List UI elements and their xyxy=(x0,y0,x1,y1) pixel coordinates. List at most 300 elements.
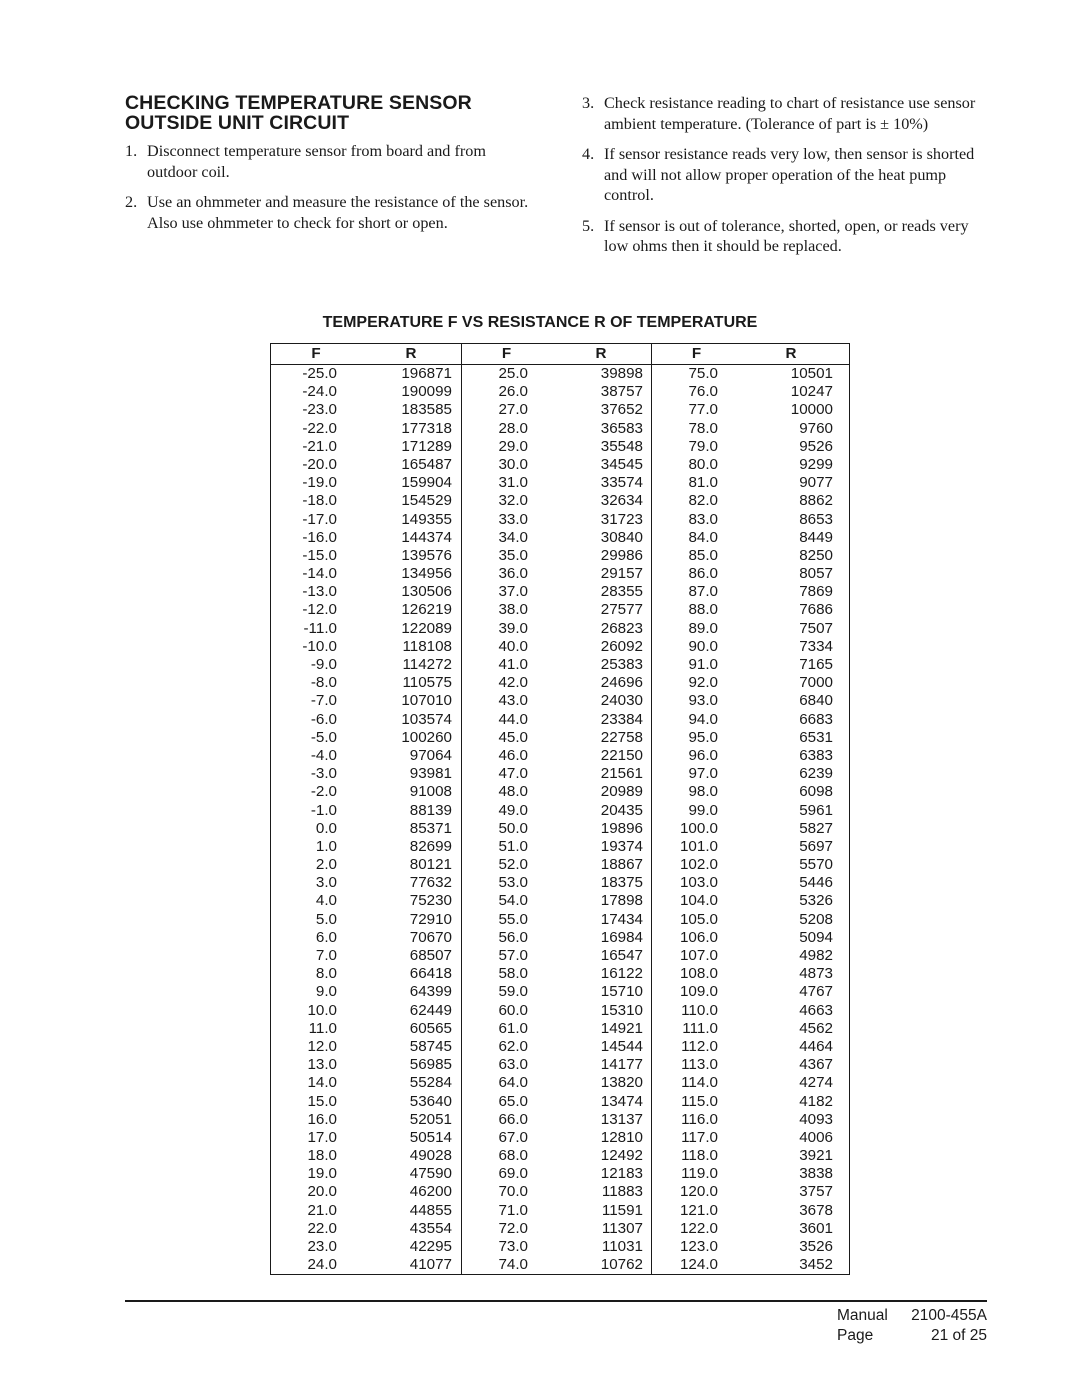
table-row xyxy=(462,1093,651,1111)
temperature-cell: 64.0 xyxy=(498,1074,528,1092)
temperature-cell: 68.0 xyxy=(498,1147,528,1165)
resistance-cell: 47590 xyxy=(409,1165,452,1183)
table-column-group xyxy=(271,365,461,1274)
temperature-cell: 58.0 xyxy=(498,965,528,983)
resistance-cell: 12183 xyxy=(600,1165,643,1183)
temperature-cell: 70.0 xyxy=(498,1183,528,1201)
resistance-cell: 139576 xyxy=(401,546,452,564)
temperature-cell: 53.0 xyxy=(498,874,528,892)
resistance-cell: 10762 xyxy=(600,1256,643,1274)
resistance-cell: 134956 xyxy=(401,565,452,583)
temperature-cell: 85.0 xyxy=(688,546,718,564)
table-row xyxy=(652,1147,841,1165)
table-row xyxy=(462,820,651,838)
resistance-cell: 3526 xyxy=(799,1238,833,1255)
temperature-cell: 69.0 xyxy=(498,1165,528,1183)
resistance-cell: 36583 xyxy=(600,419,643,437)
temperature-cell: -16.0 xyxy=(302,528,337,546)
temperature-cell: 60.0 xyxy=(498,1001,528,1019)
resistance-cell: 130506 xyxy=(401,583,452,601)
steps-list-left xyxy=(125,141,540,233)
resistance-cell: 4464 xyxy=(799,1037,833,1055)
resistance-cell: 110575 xyxy=(402,674,452,692)
temperature-cell: 52.0 xyxy=(498,856,528,874)
resistance-cell: 165487 xyxy=(401,455,452,473)
table-row xyxy=(652,601,841,619)
resistance-cell: 4562 xyxy=(799,1019,833,1037)
temperature-cell: 44.0 xyxy=(498,710,528,728)
step-item xyxy=(582,144,977,206)
temperature-cell: 117.0 xyxy=(681,1128,718,1146)
temperature-cell: 16.0 xyxy=(307,1110,337,1128)
footer-divider xyxy=(125,1300,987,1302)
resistance-table xyxy=(270,343,850,1275)
temperature-cell: 81.0 xyxy=(688,474,718,492)
table-row xyxy=(652,1238,841,1256)
temperature-cell: 15.0 xyxy=(307,1092,337,1110)
resistance-cell: 149355 xyxy=(401,510,452,528)
table-row xyxy=(271,420,461,438)
resistance-cell: 62449 xyxy=(409,1001,452,1019)
temperature-cell: 31.0 xyxy=(498,474,528,492)
temperature-cell: 19.0 xyxy=(307,1165,337,1183)
temperature-cell: 62.0 xyxy=(498,1037,528,1055)
step-item xyxy=(125,192,540,233)
resistance-cell: 6683 xyxy=(799,710,833,728)
resistance-cell: 183585 xyxy=(401,401,452,419)
table-row xyxy=(462,1147,651,1165)
temperature-cell: 94.0 xyxy=(688,710,718,728)
temperature-cell: 124.0 xyxy=(679,1256,718,1274)
table-row xyxy=(271,911,461,929)
resistance-cell: 14177 xyxy=(600,1056,643,1074)
table-row xyxy=(652,838,841,856)
table-row xyxy=(652,474,841,492)
table-row xyxy=(271,474,461,492)
steps-list-right xyxy=(582,93,977,257)
temperature-cell: 54.0 xyxy=(498,892,528,910)
header-r: R xyxy=(595,345,607,362)
header-f: F xyxy=(311,345,321,362)
step-text: If sensor is out of tolerance, shorted, open, or reads very low ohms then it should be replaced. xyxy=(604,216,969,255)
temperature-cell: 37.0 xyxy=(498,583,528,601)
table-row xyxy=(271,674,461,692)
resistance-cell: 13137 xyxy=(600,1110,643,1128)
resistance-cell: 8250 xyxy=(799,546,833,564)
resistance-cell: 46200 xyxy=(409,1183,452,1201)
resistance-cell: 35548 xyxy=(600,437,643,455)
resistance-cell: 103574 xyxy=(401,710,452,728)
table-row xyxy=(462,438,651,456)
resistance-cell: 5326 xyxy=(799,892,833,910)
table-row xyxy=(271,1238,461,1256)
table-row xyxy=(652,1129,841,1147)
table-row xyxy=(271,729,461,747)
resistance-cell: 15710 xyxy=(600,983,643,1001)
temperature-cell: 110.0 xyxy=(681,1001,718,1019)
temperature-cell: 22.0 xyxy=(307,1219,337,1237)
table-row xyxy=(652,383,841,401)
temperature-cell: 80.0 xyxy=(688,455,718,473)
table-row xyxy=(652,565,841,583)
resistance-cell: 6239 xyxy=(799,765,833,783)
temperature-cell: 28.0 xyxy=(498,419,528,437)
table-row xyxy=(271,874,461,892)
temperature-cell: 17.0 xyxy=(307,1128,337,1146)
temperature-cell: 88.0 xyxy=(688,601,718,619)
resistance-cell: 5570 xyxy=(799,856,833,874)
resistance-cell: 9077 xyxy=(799,474,833,492)
resistance-cell: 27577 xyxy=(600,601,643,619)
table-row xyxy=(462,492,651,510)
table-row xyxy=(271,1147,461,1165)
resistance-cell: 13474 xyxy=(600,1092,643,1110)
resistance-cell: 114272 xyxy=(402,656,452,673)
temperature-cell: 113.0 xyxy=(681,1056,718,1074)
step-number: 3. xyxy=(582,94,595,112)
step-number: 1. xyxy=(125,142,138,160)
temperature-cell: 45.0 xyxy=(498,728,528,746)
resistance-cell: 19896 xyxy=(600,819,643,837)
temperature-cell: -10.0 xyxy=(302,637,337,655)
temperature-cell: 20.0 xyxy=(307,1183,337,1201)
resistance-cell: 5827 xyxy=(799,819,833,837)
step-item xyxy=(582,216,977,257)
table-row xyxy=(271,1256,461,1274)
temperature-cell: 2.0 xyxy=(315,856,337,874)
temperature-cell: 35.0 xyxy=(498,546,528,564)
temperature-cell: -17.0 xyxy=(302,510,337,528)
temperature-cell: 121.0 xyxy=(679,1201,718,1219)
resistance-cell: 16122 xyxy=(600,965,643,983)
table-row xyxy=(271,929,461,947)
table-row xyxy=(462,1056,651,1074)
temperature-cell: 50.0 xyxy=(498,819,528,837)
temperature-cell: -9.0 xyxy=(310,656,337,673)
temperature-cell: 108.0 xyxy=(679,965,718,983)
temperature-cell: -8.0 xyxy=(310,674,337,692)
temperature-cell: 78.0 xyxy=(688,419,718,437)
temperature-cell: 122.0 xyxy=(679,1219,718,1237)
resistance-cell: 50514 xyxy=(409,1128,452,1146)
temperature-cell: -21.0 xyxy=(302,437,337,455)
resistance-cell: 28355 xyxy=(600,583,643,601)
temperature-cell: 123.0 xyxy=(679,1238,718,1255)
table-row xyxy=(271,365,461,383)
temperature-cell: 66.0 xyxy=(498,1110,528,1128)
table-row xyxy=(271,547,461,565)
page-label: Page xyxy=(837,1327,874,1344)
table-row xyxy=(652,1020,841,1038)
resistance-cell: 58745 xyxy=(409,1037,452,1055)
table-row xyxy=(462,511,651,529)
resistance-cell: 14921 xyxy=(600,1019,643,1037)
temperature-cell: 67.0 xyxy=(498,1128,528,1146)
temperature-cell: 102.0 xyxy=(679,856,718,874)
resistance-cell: 7507 xyxy=(799,619,833,637)
table-header-row xyxy=(271,344,849,365)
table-row xyxy=(462,802,651,820)
table-row xyxy=(271,638,461,656)
header-f: F xyxy=(461,344,551,364)
table-row xyxy=(462,892,651,910)
temperature-cell: 41.0 xyxy=(498,656,528,673)
resistance-cell: 4093 xyxy=(799,1110,833,1128)
resistance-cell: 29157 xyxy=(600,565,643,583)
table-row xyxy=(271,856,461,874)
table-row xyxy=(462,456,651,474)
resistance-cell: 3678 xyxy=(799,1201,833,1219)
step-text: Check resistance reading to chart of resistance use sensor ambient temperature. (Tolerance of part is ± 10%) xyxy=(604,94,976,133)
temperature-cell: 33.0 xyxy=(498,510,528,528)
table-row xyxy=(462,674,651,692)
resistance-cell: 3757 xyxy=(799,1183,833,1201)
resistance-cell: 16984 xyxy=(600,928,643,946)
resistance-cell: 126219 xyxy=(401,601,452,619)
resistance-cell: 9299 xyxy=(799,455,833,473)
table-row xyxy=(652,911,841,929)
temperature-cell: 10.0 xyxy=(307,1001,337,1019)
temperature-cell: 12.0 xyxy=(307,1037,337,1055)
resistance-cell: 11883 xyxy=(601,1183,643,1201)
resistance-cell: 22150 xyxy=(600,746,643,764)
table-row xyxy=(652,820,841,838)
table-row xyxy=(462,947,651,965)
resistance-cell: 60565 xyxy=(409,1019,452,1037)
temperature-cell: 83.0 xyxy=(688,510,718,528)
temperature-cell: 7.0 xyxy=(315,947,337,964)
table-row xyxy=(271,583,461,601)
table-row xyxy=(271,601,461,619)
resistance-cell: 20435 xyxy=(600,801,643,819)
temperature-cell: 39.0 xyxy=(498,619,528,637)
table-row xyxy=(462,1020,651,1038)
resistance-cell: 144374 xyxy=(401,528,452,546)
temperature-cell: 0.0 xyxy=(315,819,337,837)
temperature-cell: -4.0 xyxy=(310,746,337,764)
temperature-cell: 82.0 xyxy=(688,492,718,510)
resistance-cell: 15310 xyxy=(600,1001,643,1019)
temperature-cell: -13.0 xyxy=(302,583,337,601)
table-row xyxy=(271,1020,461,1038)
temperature-cell: 98.0 xyxy=(688,783,718,801)
step-text: Use an ohmmeter and measure the resistance of the sensor. Also use ohmmeter to check for short or open. xyxy=(147,193,529,232)
resistance-cell: 8057 xyxy=(799,565,833,583)
temperature-cell: 71.0 xyxy=(498,1201,528,1219)
table-row xyxy=(652,965,841,983)
temperature-cell: 104.0 xyxy=(679,892,718,910)
step-item xyxy=(125,141,540,182)
step-number: 5. xyxy=(582,216,595,235)
table-row xyxy=(462,1129,651,1147)
resistance-cell: 6531 xyxy=(799,728,833,746)
temperature-cell: 25.0 xyxy=(498,365,528,382)
resistance-cell: 13820 xyxy=(600,1074,643,1092)
step-item xyxy=(582,93,977,134)
resistance-cell: 23384 xyxy=(600,710,643,728)
temperature-cell: 6.0 xyxy=(315,928,337,946)
resistance-cell: 4182 xyxy=(799,1092,833,1110)
table-row xyxy=(271,838,461,856)
table-row xyxy=(652,511,841,529)
table-row xyxy=(271,511,461,529)
table-row xyxy=(462,692,651,710)
resistance-cell: 39898 xyxy=(600,365,643,382)
table-row xyxy=(652,674,841,692)
resistance-cell: 3601 xyxy=(799,1219,833,1237)
section-heading xyxy=(125,93,540,133)
table-row xyxy=(271,383,461,401)
temperature-cell: 79.0 xyxy=(688,437,718,455)
temperature-cell: 63.0 xyxy=(498,1056,528,1074)
resistance-cell: 10247 xyxy=(790,383,833,401)
table-row xyxy=(271,1038,461,1056)
resistance-cell: 56985 xyxy=(409,1056,452,1074)
resistance-cell: 19374 xyxy=(600,837,643,855)
temperature-cell: 118.0 xyxy=(681,1147,718,1165)
table-row xyxy=(652,1074,841,1092)
resistance-cell: 5446 xyxy=(799,874,833,892)
temperature-cell: 1.0 xyxy=(315,837,337,855)
table-row xyxy=(462,765,651,783)
table-row xyxy=(652,729,841,747)
resistance-cell: 70670 xyxy=(409,928,452,946)
temperature-cell: 86.0 xyxy=(688,565,718,583)
table-row xyxy=(271,529,461,547)
resistance-cell: 4006 xyxy=(799,1128,833,1146)
temperature-cell: -5.0 xyxy=(310,728,337,746)
table-row xyxy=(462,965,651,983)
resistance-cell: 4982 xyxy=(799,947,833,964)
table-row xyxy=(271,401,461,419)
temperature-cell: 24.0 xyxy=(307,1256,337,1274)
table-row xyxy=(271,1074,461,1092)
temperature-cell: 42.0 xyxy=(498,674,528,692)
temperature-cell: 34.0 xyxy=(498,528,528,546)
resistance-cell: 11031 xyxy=(601,1238,643,1255)
temperature-cell: 116.0 xyxy=(681,1110,718,1128)
resistance-cell: 154529 xyxy=(401,492,452,510)
resistance-cell: 14544 xyxy=(600,1037,643,1055)
temperature-cell: 120.0 xyxy=(679,1183,718,1201)
resistance-cell: 24030 xyxy=(600,692,643,710)
table-row xyxy=(652,492,841,510)
temperature-cell: 75.0 xyxy=(688,365,718,382)
table-row xyxy=(271,892,461,910)
table-row xyxy=(652,1002,841,1020)
resistance-cell: 9760 xyxy=(799,419,833,437)
resistance-cell: 12810 xyxy=(600,1128,643,1146)
table-row xyxy=(271,656,461,674)
table-row xyxy=(652,1056,841,1074)
resistance-cell: 72910 xyxy=(409,910,452,928)
table-row xyxy=(271,456,461,474)
resistance-cell: 6840 xyxy=(799,692,833,710)
temperature-cell: 11.0 xyxy=(308,1019,337,1037)
resistance-cell: 30840 xyxy=(600,528,643,546)
resistance-cell: 33574 xyxy=(600,474,643,492)
table-row xyxy=(462,583,651,601)
step-number: 2. xyxy=(125,193,138,211)
resistance-cell: 4367 xyxy=(799,1056,833,1074)
temperature-cell: 99.0 xyxy=(688,801,718,819)
temperature-cell: -15.0 xyxy=(302,546,337,564)
resistance-cell: 26823 xyxy=(600,619,643,637)
table-row xyxy=(652,856,841,874)
table-row xyxy=(271,565,461,583)
temperature-cell: 9.0 xyxy=(315,983,337,1001)
table-title: TEMPERATURE F VS RESISTANCE R OF TEMPERATURE xyxy=(322,314,758,331)
resistance-cell: 18867 xyxy=(600,856,643,874)
footer-manual-row xyxy=(837,1306,987,1326)
resistance-cell: 7165 xyxy=(799,656,833,673)
table-row xyxy=(462,1202,651,1220)
temperature-cell: 47.0 xyxy=(498,765,528,783)
temperature-cell: 61.0 xyxy=(498,1019,528,1037)
temperature-cell: 13.0 xyxy=(307,1056,337,1074)
table-row xyxy=(652,983,841,1001)
resistance-cell: 190099 xyxy=(401,383,452,401)
resistance-cell: 196871 xyxy=(401,365,452,382)
table-row xyxy=(271,1129,461,1147)
temperature-cell: -1.0 xyxy=(310,801,337,819)
temperature-cell: 119.0 xyxy=(681,1165,718,1183)
temperature-cell: 21.0 xyxy=(307,1201,337,1219)
temperature-cell: 114.0 xyxy=(681,1074,718,1092)
resistance-cell: 4663 xyxy=(799,1001,833,1019)
table-row xyxy=(271,1183,461,1201)
table-row xyxy=(462,983,651,1001)
table-row xyxy=(462,620,651,638)
table-row xyxy=(652,802,841,820)
temperature-cell: 105.0 xyxy=(679,910,718,928)
resistance-cell: 9526 xyxy=(799,437,833,455)
resistance-cell: 11307 xyxy=(601,1219,643,1237)
temperature-cell: -11.0 xyxy=(303,619,337,637)
resistance-cell: 32634 xyxy=(600,492,643,510)
table-row xyxy=(462,747,651,765)
resistance-cell: 85371 xyxy=(409,819,452,837)
temperature-cell: 27.0 xyxy=(498,401,528,419)
table-row xyxy=(652,783,841,801)
table-row xyxy=(271,965,461,983)
table-row xyxy=(271,983,461,1001)
temperature-cell: -2.0 xyxy=(310,783,337,801)
table-row xyxy=(652,620,841,638)
table-row xyxy=(271,1002,461,1020)
temperature-cell: -23.0 xyxy=(302,401,337,419)
temperature-cell: 74.0 xyxy=(498,1256,528,1274)
resistance-cell: 5697 xyxy=(799,837,833,855)
resistance-cell: 16547 xyxy=(600,947,643,964)
temperature-cell: 93.0 xyxy=(688,692,718,710)
resistance-cell: 26092 xyxy=(600,637,643,655)
table-row xyxy=(462,547,651,565)
table-row xyxy=(462,601,651,619)
resistance-cell: 55284 xyxy=(409,1074,452,1092)
resistance-cell: 5094 xyxy=(799,928,833,946)
resistance-cell: 8653 xyxy=(799,510,833,528)
temperature-cell: 97.0 xyxy=(688,765,718,783)
temperature-cell: 91.0 xyxy=(688,656,718,673)
table-row xyxy=(652,1202,841,1220)
manual-label: Manual xyxy=(837,1307,888,1324)
table-row xyxy=(652,947,841,965)
table-row xyxy=(271,620,461,638)
header-r: R xyxy=(405,345,417,362)
manual-number: 2100-455A xyxy=(911,1307,987,1324)
resistance-cell: 24696 xyxy=(600,674,643,692)
